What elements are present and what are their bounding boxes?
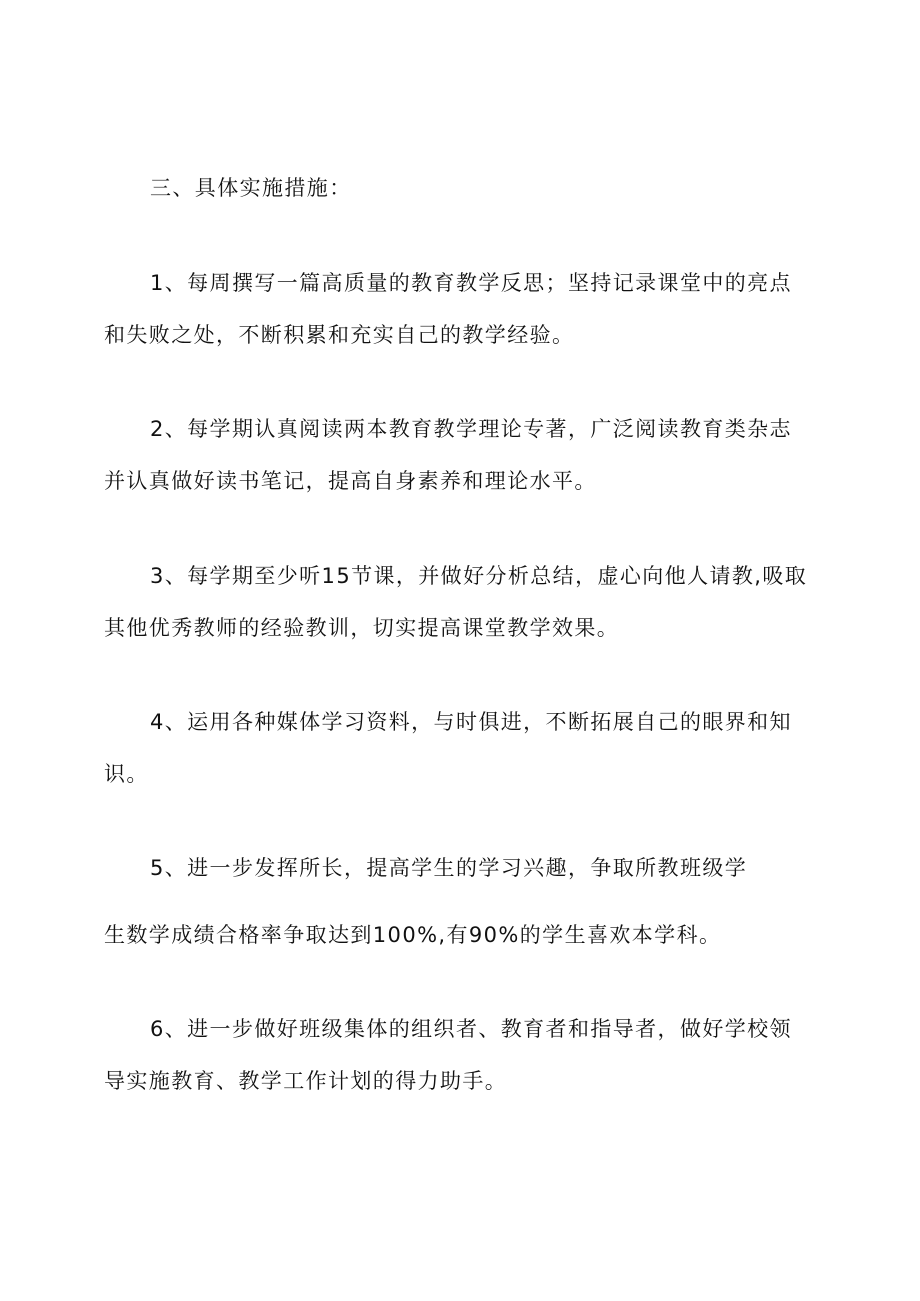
item-3-line-1: 3、每学期至少听15节课，并做好分析总结，虚心向他人请教,吸取	[150, 564, 808, 588]
item-2-line-2: 并认真做好读书笔记，提高自身素养和理论水平。	[104, 469, 597, 493]
item-6-line-2: 导实施教育、教学工作计划的得力助手。	[104, 1069, 508, 1093]
section-heading: 三、具体实施措施：	[150, 176, 352, 200]
item-4-line-1: 4、运用各种媒体学习资料，与时俱进，不断拓展自己的眼界和知	[150, 710, 792, 734]
item-4-line-2: 识。	[104, 762, 149, 786]
item-3-line-2: 其他优秀教师的经验教训，切实提高课堂教学效果。	[104, 616, 620, 640]
item-5-line-2: 生数学成绩合格率争取达到100%,有90%的学生喜欢本学科。	[104, 923, 722, 947]
item-2-line-1: 2、每学期认真阅读两本教育教学理论专著，广泛阅读教育类杂志	[150, 417, 792, 441]
item-1-line-2: 和失败之处，不断积累和充实自己的教学经验。	[104, 323, 575, 347]
item-1-line-1: 1、每周撰写一篇高质量的教育教学反思；坚持记录课堂中的亮点	[150, 271, 792, 295]
item-5-line-1: 5、进一步发挥所长，提高学生的学习兴趣，争取所教班级学	[150, 856, 748, 880]
item-6-line-1: 6、进一步做好班级集体的组织者、教育者和指导者，做好学校领	[150, 1017, 792, 1041]
